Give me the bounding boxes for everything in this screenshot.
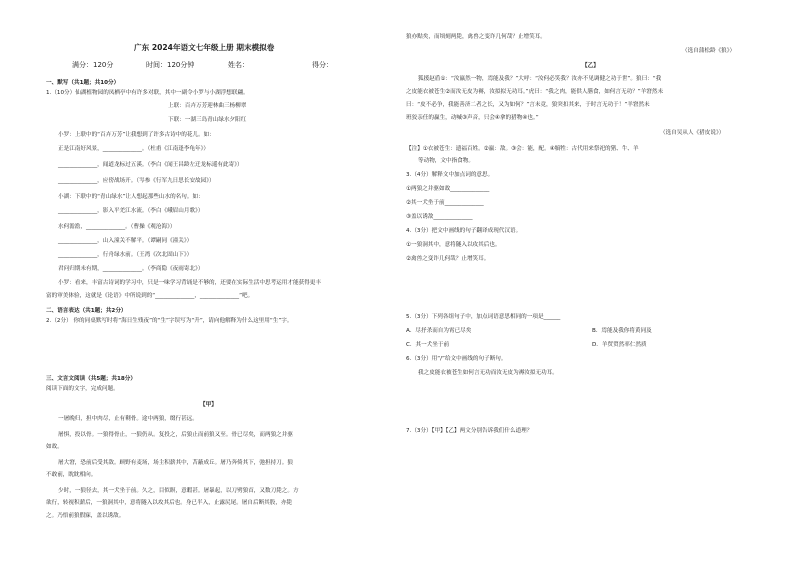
name-label: 姓名： — [228, 61, 249, 69]
question-6: 6.（3分）用“/”给文中画线的句子断句。 — [406, 356, 507, 362]
question-5-option-a: A．尽抒杀而自为霄已尽矣 — [406, 328, 472, 334]
passage-line: 曰：“皮不必争，我能善济二者之长，又为如何？”言未竟，狼突扣其来，于时言无功于！”羊窘然未 — [406, 102, 650, 108]
question-6-sentence: 我之皮能衣被苍生如何言无功而汝无皮为褥汝拟无功耳。 — [418, 370, 558, 376]
question-3-item: ①两狼之并驱如故______________ — [406, 186, 490, 192]
passage-line: 之皮能衣被苍生②而汝无皮为褥，汝拟拟无功耳。”虎曰：“我之肉，能供人膳食，如何言无功？”羊窘然未 — [406, 89, 664, 95]
passage-jia-label: 【甲】 — [200, 402, 217, 408]
passage-yi-label: 【乙】 — [582, 63, 599, 69]
points-label: 得分： — [312, 61, 333, 69]
question-3-item: ②其一犬坐于前______________ — [406, 200, 484, 206]
text-line: 小罗：看来，丰富古诗词的学习中，只是一味学习背诵是不够的，还要在实际生活中思考运用才能获得更丰 — [58, 280, 321, 286]
couplet-lower: 下联：一湖三岛青山绿水夕阳红 — [168, 117, 247, 123]
question-4-item: ①一狼洞其中，意将隧入以攻其后也。 — [406, 242, 501, 248]
passage-line: 狐援赵盾①：“汝羸然一物，焉能及我？”大呼：“汝何必笑我？汝亦不见调健之功于世”。狼曰：“我 — [418, 76, 662, 82]
passage-line: 欲行，转视积薪后，一狼洞其中，意将隧入以攻其后也。身已半入，止露尻尾。屠自后断其股，亦毙 — [46, 500, 293, 506]
fill-blank: 水何澹澹，______________。（曹操《观沧海》） — [58, 224, 176, 230]
passage-line: 一屠晚归，担中肉尽，止有剩骨。途中两狼，缀行甚远。 — [58, 416, 198, 422]
annotation: 等动物，文中指食物。 — [418, 158, 474, 164]
passage-line: 不敢前，眈眈相向。 — [46, 472, 97, 478]
section3-heading: 三、文言文阅读（共5题；共18分） — [46, 376, 136, 382]
section2-heading: 二、语言表达（共1题；共2分） — [46, 308, 127, 314]
couplet-upper: 上联：百卉万芳迎林曲三杨柳翠 — [168, 103, 247, 109]
section1-heading: 一、默写（共1题；共10分） — [46, 80, 120, 86]
question-2: 2.（2分） 你的同桌默写时将“海日生残夜”的“生”字误写为“升”，请向他解释为什么这里用“生”字。 — [46, 318, 293, 324]
passage-line: 少时，一狼径去，其一犬坐于前。久之，目似瞑，意暇甚。屠暴起，以刀劈狼首，又数刀毙之。方 — [58, 488, 299, 494]
fill-blank: 君问归期未有期，______________。（李商隐《夜雨寄北》） — [58, 266, 204, 272]
passage-line: 屠惧，投以骨。一狼得骨止，一狼仍从。复投之，后狼止而前狼又至。骨已尽矣，而两狼之并驱 — [58, 432, 293, 438]
annotation: 【注】①衣被苍生：遗福百姓。②羸：敌。③会：能，配。④犒牲：古代用来祭祀的猪、牛、羊 — [406, 146, 639, 152]
passage-line: 屠大窘，恐前后受其敌。顾野有麦场，场主积薪其中，苫蔽成丘。屠乃奔倚其下，弛担持刀。狼 — [58, 460, 293, 466]
question-3-item: ③盖以诱敌______________ — [406, 214, 473, 220]
text-line: 小湖：下联中的“青山绿水”让人想起那些山水的名句。如： — [58, 194, 204, 200]
fill-blank: 富的审美体验，这就是《论语》中所说到的“______________，______________”吧。 — [46, 293, 254, 299]
fill-blank: ______________，影入平羌江水流。（李白《峨眉山月歌》） — [58, 208, 204, 214]
passage-line: 之。乃悟前狼假寐，盖以诱敌。 — [46, 513, 125, 519]
passage-line: 如故。 — [46, 444, 63, 450]
time-label: 时间：120分钟 — [146, 61, 195, 69]
question-1: 1.（10分）仙湖植物园的凤栖亭中有许多对联，其中一副令小罗与小湖浮想联翩。 — [46, 90, 249, 96]
question-4-item: ②禽兽之变诈几何哉？止增笑耳。 — [406, 256, 490, 262]
fill-blank: ______________，山入潼关不解平。（谭嗣同《潼关》） — [58, 238, 193, 244]
paper-title: 广东 2024年语文七年级上册 期末模拟卷 — [134, 43, 275, 52]
question-7: 7.（3分）【甲】【乙】两文分别告诉我们什么道理？ — [406, 428, 533, 434]
left-column — [0, 0, 396, 561]
passage-line: 狼亦黠矣，而顷刻两毙，禽兽之变诈几何哉？止增笑耳。 — [406, 34, 546, 40]
question-4: 4.（3分）把文中画线的句子翻译成现代汉语。 — [406, 228, 522, 234]
question-5-option-c: C．其一犬坐于前 — [406, 342, 450, 348]
reading-intro: 阅读下面的文字，完成问题。 — [46, 386, 119, 392]
fill-blank: 正是江南好风景，______________。（杜甫《江南逢李龟年》） — [58, 146, 210, 152]
score-label: 满分：120分 — [72, 61, 114, 69]
source-jia: （选自蒲松龄《狼》） — [682, 48, 736, 54]
question-5: 5.（3分）下列各组句子中，加点词语意思相同的一项是______ — [406, 314, 561, 320]
question-3: 3.（4分）解释文中加点词的意思。 — [406, 172, 494, 178]
passage-line: 班狡亲任的赢生，动喊③声音，只会④拿的猎物④也。” — [406, 115, 539, 121]
source-yi: （选自吴从人《猎皮说》） — [660, 130, 725, 136]
question-5-option-d: D．羊贸贸然率仁然质 — [592, 342, 647, 348]
fill-blank: ______________，闻道龙标过五溪。（李白《闻王昌龄左迁龙标遥有此寄》） — [58, 162, 243, 168]
question-5-option-b: B．焉能及我你将黄同及 — [592, 328, 652, 334]
right-column — [396, 0, 794, 561]
fill-blank: ______________，应傍战场开。（岑参《行军九日思长安故园》） — [58, 178, 215, 184]
text-line: 小罗：上联中的“百卉万芳”让我想到了许多古诗中的花儿。如： — [58, 132, 215, 138]
fill-blank: ______________，行舟绿水前。（王湾《次北固山下》） — [58, 252, 193, 258]
